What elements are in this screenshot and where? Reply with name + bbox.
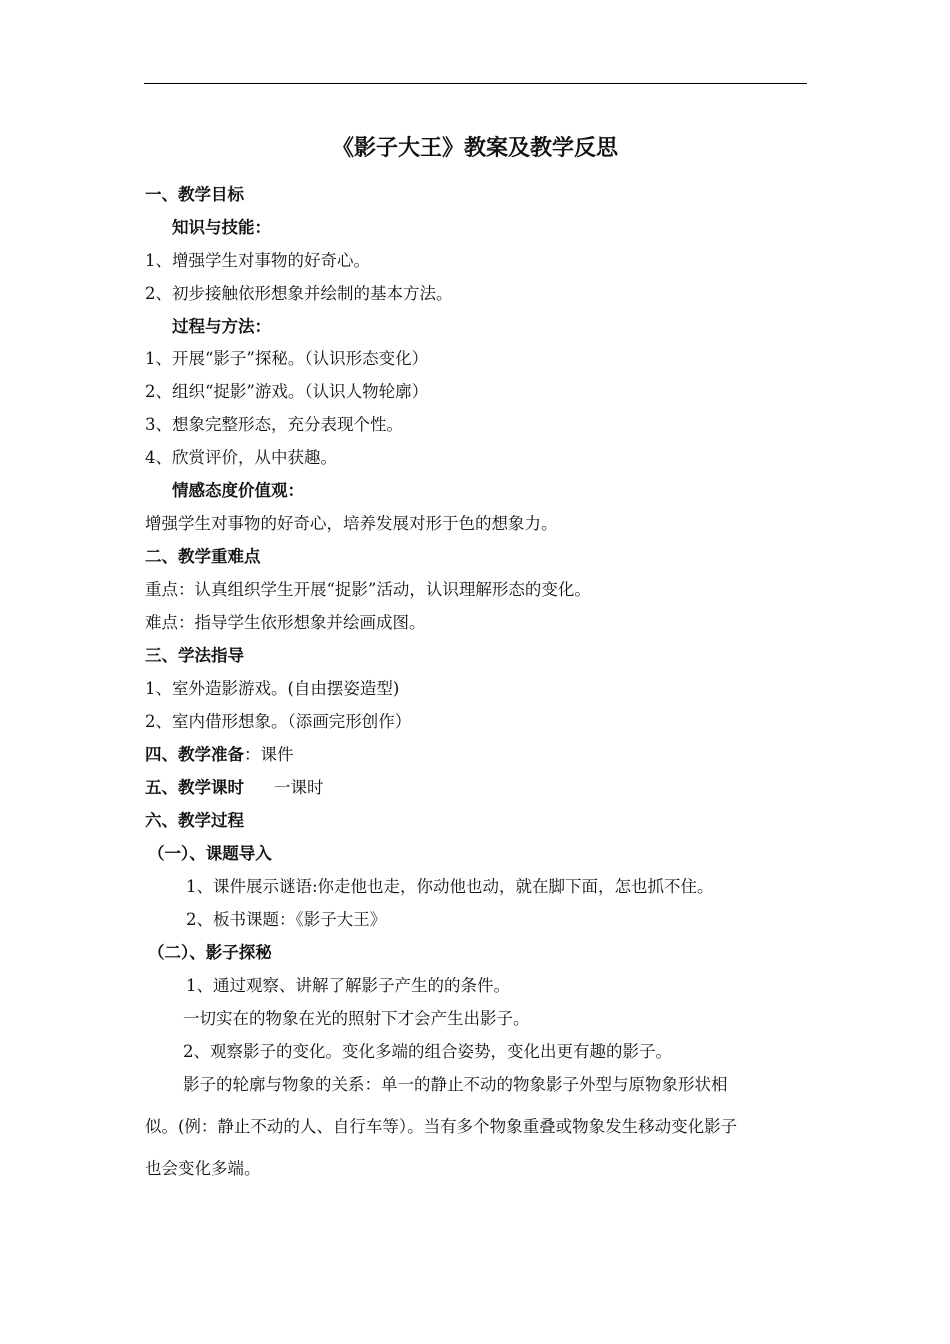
list-item: 1、增强学生对事物的好奇心。 bbox=[145, 251, 370, 270]
list-item: 1、室外造影游戏。(自由摆姿造型) bbox=[145, 679, 400, 698]
subheading-attitude-values: 情感态度价值观： bbox=[172, 481, 304, 500]
paragraph-line: 影子的轮廓与物象的关系：单一的静止不动的物象影子外型与原物象形状相 bbox=[183, 1075, 728, 1094]
paragraph-line: 也会变化多端。 bbox=[145, 1159, 261, 1178]
section-preparation bbox=[145, 744, 294, 766]
document-title: 《影子大王》教案及教学反思 bbox=[331, 136, 618, 161]
section-heading-class-hours: 五、教学课时 bbox=[145, 778, 244, 797]
section-heading-teaching-process: 六、教学过程 bbox=[145, 811, 244, 830]
part-heading-introduction: （一）、课题导入 bbox=[148, 844, 272, 863]
list-item: 1、通过观察、讲解了解影子产生的的条件。 bbox=[186, 976, 510, 995]
list-item: 1、开展“影子”探秘。（认识形态变化） bbox=[145, 349, 429, 368]
section-heading-objectives: 一、教学目标 bbox=[145, 185, 244, 204]
paragraph-text: 增强学生对事物的好奇心，培养发展对形于色的想象力。 bbox=[145, 514, 558, 533]
list-item: 重点：认真组织学生开展“捉影”活动，认识理解形态的变化。 bbox=[145, 580, 591, 599]
paragraph-line: 似。(例：静止不动的人、自行车等）。当有多个物象重叠或物象发生移动变化影子 bbox=[145, 1117, 738, 1136]
list-item: 2、组织“捉影”游戏。（认识人物轮廓） bbox=[145, 382, 429, 401]
section-heading-learning-methods: 三、学法指导 bbox=[145, 646, 244, 665]
list-item: 难点：指导学生依形想象并绘画成图。 bbox=[145, 613, 426, 632]
part-heading-shadow-exploration: （二）、影子探秘 bbox=[148, 943, 272, 962]
list-item: 1、课件展示谜语:你走他也走，你动他也动，就在脚下面，怎也抓不住。 bbox=[186, 877, 714, 896]
section-heading-preparation: 四、教学准备 bbox=[145, 745, 244, 764]
list-item: 2、初步接触依形想象并绘制的基本方法。 bbox=[145, 284, 453, 303]
subheading-process-method: 过程与方法： bbox=[172, 317, 271, 336]
subheading-knowledge-skills: 知识与技能： bbox=[172, 218, 271, 237]
header-rule bbox=[144, 83, 807, 84]
list-item: 2、板书课题：《影子大王》 bbox=[186, 910, 387, 929]
list-item: 2、室内借形想象。（添画完形创作） bbox=[145, 712, 412, 731]
section-class-hours bbox=[145, 777, 324, 799]
list-item: 3、想象完整形态，充分表现个性。 bbox=[145, 415, 403, 434]
paragraph-text: 一切实在的物象在光的照射下才会产生出影子。 bbox=[183, 1009, 530, 1028]
list-item: 2、观察影子的变化。变化多端的组合姿势，变化出更有趣的影子。 bbox=[183, 1042, 672, 1061]
list-item: 4、欣赏评价，从中获趣。 bbox=[145, 448, 337, 467]
preparation-value: ：课件 bbox=[244, 745, 294, 764]
class-hours-value: 一课时 bbox=[274, 778, 324, 797]
section-heading-key-points: 二、教学重难点 bbox=[145, 547, 261, 566]
